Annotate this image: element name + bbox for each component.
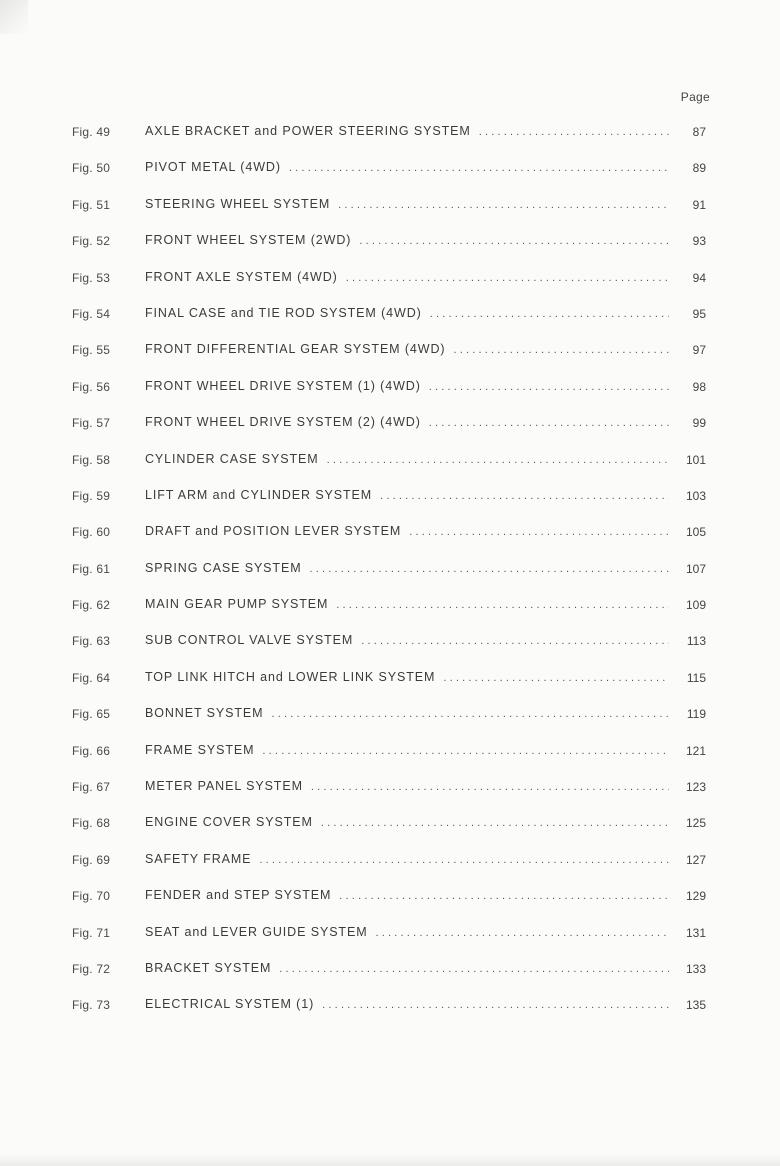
figure-number: Fig. 55 [72, 343, 111, 358]
page-bottom-shadow [0, 1154, 780, 1166]
page-number: 101 [685, 452, 706, 467]
page-number: 131 [685, 925, 706, 940]
figure-number: Fig. 63 [72, 634, 111, 649]
toc-title-line [145, 888, 669, 902]
page-number: 129 [685, 889, 706, 904]
toc-title-line [145, 488, 669, 502]
toc-row[interactable] [0, 444, 780, 480]
toc-title-line [145, 561, 669, 575]
toc-title-line [145, 706, 669, 720]
figure-number: Fig. 69 [72, 852, 111, 867]
toc-row[interactable] [0, 262, 780, 298]
page-corner-shadow [0, 0, 28, 34]
figure-number: Fig. 50 [72, 161, 111, 176]
dot-leader [376, 927, 669, 939]
toc-row[interactable] [0, 116, 780, 152]
figure-number: Fig. 56 [72, 379, 111, 394]
toc-row[interactable] [0, 298, 780, 334]
toc-title-line [145, 743, 669, 757]
dot-leader [339, 890, 669, 902]
figure-number: Fig. 58 [72, 452, 111, 467]
dot-leader [289, 162, 669, 174]
figure-number: Fig. 61 [72, 561, 111, 576]
section-title: TOP LINK HITCH and LOWER LINK SYSTEM [145, 669, 436, 684]
toc-row[interactable] [0, 189, 780, 225]
section-title: METER PANEL SYSTEM [145, 779, 303, 794]
figure-number: Fig. 62 [72, 598, 111, 613]
figure-number: Fig. 57 [72, 416, 111, 431]
toc-title-line [145, 779, 669, 793]
page-column-header: Page [680, 90, 710, 104]
table-of-contents [0, 116, 780, 1026]
toc-title-line [145, 633, 669, 647]
dot-leader [336, 599, 669, 611]
page-number: 87 [692, 125, 706, 139]
page-number: 121 [685, 743, 706, 758]
toc-row[interactable] [0, 771, 780, 807]
section-title: FINAL CASE and TIE ROD SYSTEM (4WD) [145, 305, 422, 320]
dot-leader [359, 235, 669, 247]
section-title: FRONT WHEEL DRIVE SYSTEM (1) (4WD) [145, 378, 421, 393]
figure-number: Fig. 60 [72, 525, 111, 540]
page-number: 103 [685, 488, 706, 503]
toc-row[interactable] [0, 880, 780, 916]
page-number: 133 [685, 961, 706, 976]
page-number: 107 [685, 561, 706, 576]
toc-row[interactable] [0, 589, 780, 625]
dot-leader [380, 490, 669, 502]
section-title: FRONT WHEEL SYSTEM (2WD) [145, 233, 352, 248]
figure-number: Fig. 52 [72, 234, 111, 249]
toc-row[interactable] [0, 553, 780, 589]
figure-number: Fig. 49 [72, 125, 111, 139]
dot-leader [430, 308, 669, 320]
section-title: STEERING WHEEL SYSTEM [145, 196, 331, 211]
page-number: 94 [692, 270, 706, 285]
toc-row[interactable] [0, 407, 780, 443]
section-title: BRACKET SYSTEM [145, 960, 272, 975]
dot-leader [327, 454, 669, 466]
page-number: 95 [692, 306, 706, 321]
toc-row[interactable] [0, 844, 780, 880]
dot-leader [259, 854, 669, 866]
toc-row[interactable] [0, 953, 780, 989]
toc-title-line [145, 925, 669, 939]
figure-number: Fig. 59 [72, 488, 111, 503]
section-title: SAFETY FRAME [145, 851, 252, 866]
figure-number: Fig. 68 [72, 816, 111, 831]
section-title: MAIN GEAR PUMP SYSTEM [145, 597, 329, 612]
page-number: 115 [686, 670, 706, 685]
toc-title-line [145, 852, 669, 866]
toc-title-line [145, 124, 669, 138]
toc-row[interactable] [0, 516, 780, 552]
dot-leader [310, 563, 669, 575]
section-title: FRONT WHEEL DRIVE SYSTEM (2) (4WD) [145, 415, 421, 430]
section-title: AXLE BRACKET and POWER STEERING SYSTEM [145, 124, 471, 138]
page-number: 125 [685, 816, 706, 831]
figure-number: Fig. 51 [72, 197, 111, 212]
toc-row[interactable] [0, 480, 780, 516]
toc-title-line [145, 961, 669, 975]
dot-leader [409, 526, 669, 538]
page-number: 119 [686, 707, 706, 722]
section-title: SUB CONTROL VALVE SYSTEM [145, 633, 354, 648]
toc-title-line [145, 597, 669, 611]
section-title: BONNET SYSTEM [145, 706, 264, 721]
page-number: 91 [692, 197, 706, 212]
dot-leader [361, 635, 669, 647]
toc-title-line [145, 379, 669, 393]
page-number: 97 [692, 343, 706, 358]
figure-number: Fig. 65 [72, 707, 111, 722]
dot-leader [279, 963, 669, 975]
toc-title-line [145, 342, 669, 356]
page-number: 98 [692, 379, 706, 394]
section-title: LIFT ARM and CYLINDER SYSTEM [145, 487, 373, 502]
toc-title-line [145, 306, 669, 320]
toc-title-line [145, 160, 669, 174]
toc-row[interactable] [0, 807, 780, 843]
figure-number: Fig. 67 [72, 780, 111, 795]
toc-row[interactable] [0, 152, 780, 188]
section-title: SEAT and LEVER GUIDE SYSTEM [145, 924, 368, 939]
section-title: ELECTRICAL SYSTEM (1) [145, 997, 315, 1012]
page-number: 93 [692, 234, 706, 249]
toc-title-line [145, 815, 669, 829]
toc-title-line [145, 524, 669, 538]
toc-title-line [145, 670, 669, 684]
toc-row[interactable] [0, 371, 780, 407]
toc-row[interactable] [0, 917, 780, 953]
page-number: 127 [685, 852, 706, 867]
section-title: DRAFT and POSITION LEVER SYSTEM [145, 524, 402, 539]
page-number: 109 [685, 598, 706, 613]
figure-number: Fig. 70 [72, 889, 111, 904]
toc-row[interactable] [0, 625, 780, 661]
page-number: 123 [685, 780, 706, 795]
dot-leader [429, 417, 669, 429]
dot-leader [453, 344, 669, 356]
dot-leader [479, 126, 669, 138]
dot-leader [443, 672, 669, 684]
page-number: 89 [692, 161, 706, 176]
figure-number: Fig. 73 [72, 998, 111, 1013]
figure-number: Fig. 54 [72, 306, 111, 321]
toc-row[interactable] [0, 225, 780, 261]
figure-number: Fig. 72 [72, 961, 111, 976]
section-title: PIVOT METAL (4WD) [145, 160, 281, 175]
toc-row[interactable] [0, 334, 780, 370]
figure-number: Fig. 66 [72, 743, 111, 758]
dot-leader [346, 272, 669, 284]
section-title: FENDER and STEP SYSTEM [145, 888, 332, 903]
figure-number: Fig. 64 [72, 670, 111, 685]
figure-number: Fig. 71 [72, 925, 111, 940]
dot-leader [321, 817, 669, 829]
dot-leader [322, 999, 669, 1011]
dot-leader [311, 781, 669, 793]
toc-row[interactable] [0, 662, 780, 698]
page-number: 99 [692, 416, 706, 431]
toc-title-line [145, 452, 669, 466]
section-title: FRONT AXLE SYSTEM (4WD) [145, 269, 338, 284]
figure-number: Fig. 53 [72, 270, 111, 285]
toc-title-line [145, 197, 669, 211]
toc-title-line [145, 233, 669, 247]
dot-leader [262, 745, 669, 757]
toc-title-line [145, 415, 669, 429]
section-title: CYLINDER CASE SYSTEM [145, 451, 319, 466]
page-number: 105 [685, 525, 706, 540]
section-title: ENGINE COVER SYSTEM [145, 815, 313, 830]
section-title: FRAME SYSTEM [145, 742, 255, 757]
toc-row[interactable] [0, 735, 780, 771]
dot-leader [271, 708, 669, 720]
page-number: 135 [685, 998, 706, 1013]
dot-leader [429, 381, 669, 393]
page-number: 113 [686, 634, 706, 649]
dot-leader [338, 199, 669, 211]
toc-title-line [145, 997, 669, 1011]
section-title: FRONT DIFFERENTIAL GEAR SYSTEM (4WD) [145, 342, 446, 357]
section-title: SPRING CASE SYSTEM [145, 560, 302, 575]
toc-row[interactable] [0, 698, 780, 734]
toc-title-line [145, 270, 669, 284]
toc-row[interactable] [0, 989, 780, 1025]
